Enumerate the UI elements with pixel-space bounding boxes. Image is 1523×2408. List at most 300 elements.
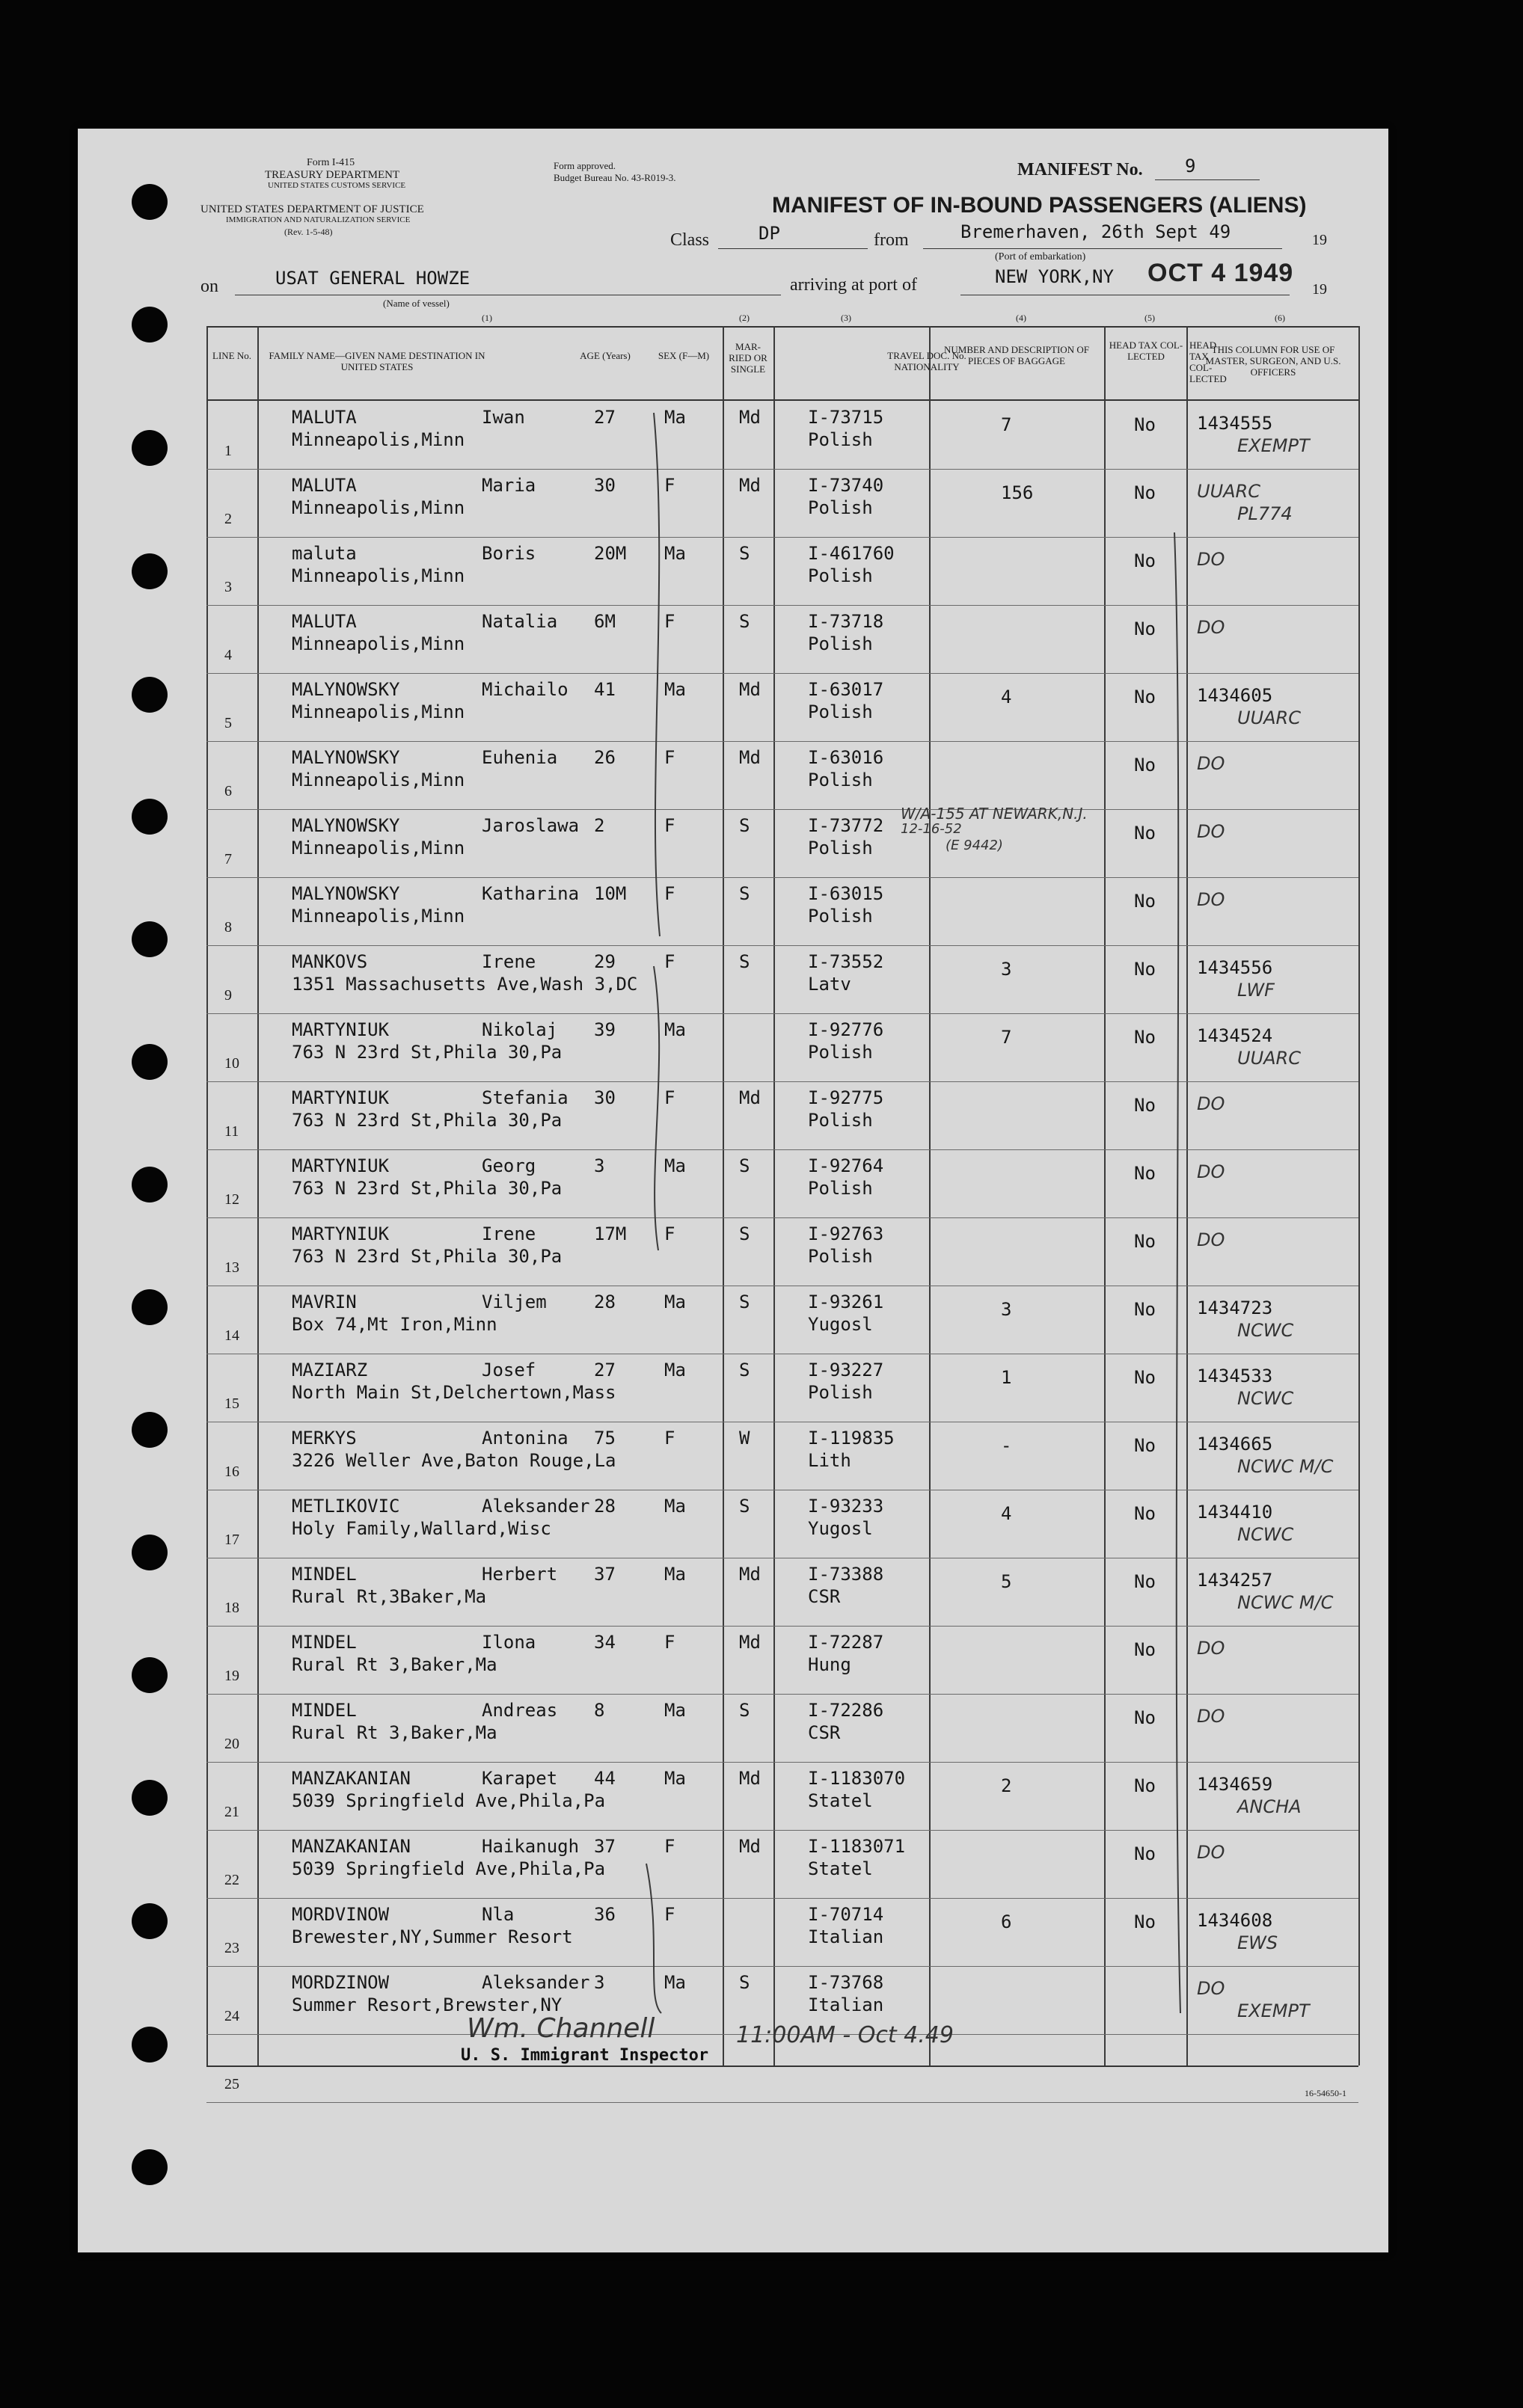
cell-bag: 3 bbox=[1001, 959, 1012, 980]
cell-sex: F bbox=[664, 1836, 675, 1857]
line-number: 21 bbox=[224, 1804, 239, 1820]
cell-off1: 1434524 bbox=[1197, 1025, 1273, 1046]
cell-doc: I-73388 bbox=[808, 1564, 884, 1585]
cell-doc: I-119835 bbox=[808, 1428, 895, 1449]
cell-tax: No bbox=[1134, 891, 1156, 912]
cell-dest: Minneapolis,Minn bbox=[292, 770, 465, 790]
cell-off2: LWF bbox=[1237, 980, 1275, 1001]
binder-hole bbox=[132, 553, 168, 589]
cell-nat: Polish bbox=[808, 1110, 873, 1131]
cell-age: 26 bbox=[594, 747, 616, 768]
cell-bag: 5 bbox=[1001, 1571, 1012, 1592]
cell-tax: No bbox=[1134, 1435, 1156, 1456]
line-number: 14 bbox=[224, 1327, 239, 1344]
cell-family: MINDEL bbox=[292, 1564, 357, 1585]
cell-age: 28 bbox=[594, 1291, 616, 1312]
cell-tax: No bbox=[1134, 1571, 1156, 1592]
cell-off2: UUARC bbox=[1237, 707, 1301, 728]
cell-tax: No bbox=[1134, 1231, 1156, 1252]
cell-dest: 763 N 23rd St,Phila 30,Pa bbox=[292, 1246, 563, 1267]
line-number: 23 bbox=[224, 1940, 239, 1956]
line-number: 6 bbox=[224, 783, 232, 799]
cell-ms: Md bbox=[739, 407, 761, 428]
year-suffix-2: 19 bbox=[1312, 281, 1327, 298]
cell-dest: Box 74,Mt Iron,Minn bbox=[292, 1314, 497, 1335]
line-number: 11 bbox=[224, 1123, 239, 1140]
cell-doc: I-93227 bbox=[808, 1360, 884, 1380]
line-number: 8 bbox=[224, 919, 232, 936]
arrival-date-stamp: OCT 4 1949 bbox=[1147, 259, 1294, 287]
cell-family: MALYNOWSKY bbox=[292, 747, 400, 768]
cell-doc: I-73768 bbox=[808, 1972, 884, 1993]
cell-sex: Ma bbox=[664, 1768, 686, 1789]
cell-nat: Polish bbox=[808, 1246, 873, 1267]
cell-doc: I-73718 bbox=[808, 611, 884, 632]
cell-sex: F bbox=[664, 475, 675, 496]
cell-bag: 1 bbox=[1001, 1367, 1012, 1388]
cell-off1: 1434555 bbox=[1197, 413, 1273, 434]
binder-hole bbox=[132, 2027, 168, 2063]
cell-given: Irene bbox=[482, 1223, 536, 1244]
cell-nat: Polish bbox=[808, 838, 873, 859]
cell-sex: Ma bbox=[664, 1360, 686, 1380]
cell-given: Aleksander bbox=[482, 1496, 590, 1517]
warrant-date: 12-16-52 bbox=[901, 821, 962, 837]
cell-off2: NCWC M/C bbox=[1237, 1456, 1334, 1477]
binder-hole bbox=[132, 307, 168, 343]
cell-ms: Md bbox=[739, 1087, 761, 1108]
form-approved: Form approved. bbox=[554, 160, 616, 171]
warrant-note: W/A-155 AT NEWARK,N.J. bbox=[901, 805, 1088, 823]
cell-nat: Italian bbox=[808, 1926, 884, 1947]
cell-nat: Polish bbox=[808, 1042, 873, 1063]
cell-off1: 1434556 bbox=[1197, 957, 1273, 978]
cell-dest: 763 N 23rd St,Phila 30,Pa bbox=[292, 1178, 563, 1199]
cell-ms: S bbox=[739, 611, 750, 632]
cell-dest: 1351 Massachusetts Ave,Wash 3,DC bbox=[292, 974, 638, 995]
cell-sex: Ma bbox=[664, 407, 686, 428]
binder-hole bbox=[132, 1903, 168, 1939]
cell-dest: 3226 Weller Ave,Baton Rouge,La bbox=[292, 1450, 616, 1471]
cell-tax: No bbox=[1134, 1707, 1156, 1728]
cell-given: Nla bbox=[482, 1904, 515, 1925]
cell-tax: No bbox=[1134, 1911, 1156, 1932]
cell-doc: I-73715 bbox=[808, 407, 884, 428]
cell-nat: Yugosl bbox=[808, 1314, 873, 1335]
cell-family: MAZIARZ bbox=[292, 1360, 368, 1380]
cell-nat: Italian bbox=[808, 1994, 884, 2015]
cell-ms: Md bbox=[739, 1632, 761, 1653]
cell-tax: No bbox=[1134, 1639, 1156, 1660]
cell-family: MERKYS bbox=[292, 1428, 357, 1449]
cell-dest: Minneapolis,Minn bbox=[292, 633, 465, 654]
col-head-baggage: NUMBER AND DESCRIPTION OF PIECES OF BAGGAGE bbox=[944, 344, 1089, 366]
cell-nat: Polish bbox=[808, 497, 873, 518]
cell-doc: I-93261 bbox=[808, 1291, 884, 1312]
cell-off1: DO bbox=[1197, 549, 1225, 570]
ins-service: IMMIGRATION AND NATURALIZATION SERVICE bbox=[226, 215, 411, 224]
from-label: from bbox=[874, 230, 909, 250]
cell-family: MARTYNIUK bbox=[292, 1087, 390, 1108]
cell-sex: Ma bbox=[664, 1700, 686, 1721]
cell-family: MINDEL bbox=[292, 1632, 357, 1653]
line-number: 17 bbox=[224, 1532, 239, 1548]
cell-doc: I-73772 bbox=[808, 815, 884, 836]
cell-ms: S bbox=[739, 1223, 750, 1244]
cell-given: Aleksander bbox=[482, 1972, 590, 1993]
cell-sex: Ma bbox=[664, 679, 686, 700]
cell-tax: No bbox=[1134, 414, 1156, 435]
cell-age: 27 bbox=[594, 407, 616, 428]
cell-sex: F bbox=[664, 1632, 675, 1653]
cell-tax: No bbox=[1134, 687, 1156, 707]
cell-dest: Minneapolis,Minn bbox=[292, 565, 465, 586]
cell-sex: Ma bbox=[664, 1155, 686, 1176]
cell-family: MANZAKANIAN bbox=[292, 1836, 411, 1857]
cell-off2: EWS bbox=[1237, 1932, 1278, 1953]
cell-given: Antonina bbox=[482, 1428, 569, 1449]
cell-doc: I-461760 bbox=[808, 543, 895, 564]
binder-hole bbox=[132, 1044, 168, 1080]
cell-off2: PL774 bbox=[1237, 503, 1293, 524]
cell-family: MANKOVS bbox=[292, 951, 368, 972]
cell-dest: 5039 Springfield Ave,Phila,Pa bbox=[292, 1790, 606, 1811]
line-number: 3 bbox=[224, 579, 232, 595]
cell-off2: UUARC bbox=[1237, 1048, 1301, 1069]
year-suffix-1: 19 bbox=[1312, 232, 1327, 248]
cell-dest: Rural Rt 3,Baker,Ma bbox=[292, 1722, 497, 1743]
cell-tax: No bbox=[1134, 1095, 1156, 1116]
cell-doc: I-72287 bbox=[808, 1632, 884, 1653]
cell-dest: Rural Rt 3,Baker,Ma bbox=[292, 1654, 497, 1675]
cell-nat: Polish bbox=[808, 701, 873, 722]
col-num-6: (6) bbox=[1275, 313, 1285, 323]
cell-age: 36 bbox=[594, 1904, 616, 1925]
cell-doc: I-73740 bbox=[808, 475, 884, 496]
cell-nat: Statel bbox=[808, 1858, 873, 1879]
line-number: 20 bbox=[224, 1736, 239, 1752]
cell-ms: Md bbox=[739, 1836, 761, 1857]
cell-ms: S bbox=[739, 1291, 750, 1312]
cell-off2: NCWC M/C bbox=[1237, 1592, 1334, 1613]
cell-given: Karapet bbox=[482, 1768, 558, 1789]
vessel-name: USAT GENERAL HOWZE bbox=[275, 268, 471, 289]
line-number: 24 bbox=[224, 2008, 239, 2024]
cell-family: MARTYNIUK bbox=[292, 1019, 390, 1040]
cell-ms: S bbox=[739, 1155, 750, 1176]
cell-bag: 2 bbox=[1001, 1775, 1012, 1796]
cell-given: Irene bbox=[482, 951, 536, 972]
cell-off1: 1434410 bbox=[1197, 1502, 1273, 1523]
cell-given: Haikanugh bbox=[482, 1836, 580, 1857]
cell-given: Josef bbox=[482, 1360, 536, 1380]
line-number: 2 bbox=[224, 511, 232, 527]
cell-off1: DO bbox=[1197, 1638, 1225, 1659]
cell-nat: CSR bbox=[808, 1722, 841, 1743]
col-head-officers: THIS COLUMN FOR USE OF MASTER, SURGEON, AND U.S. OFFICERS bbox=[1205, 344, 1341, 378]
cell-tax: No bbox=[1134, 1775, 1156, 1796]
cell-bag: 4 bbox=[1001, 687, 1012, 707]
manifest-no-label: MANIFEST No. bbox=[1017, 160, 1143, 179]
cell-family: MALUTA bbox=[292, 407, 357, 428]
cell-ms: S bbox=[739, 543, 750, 564]
cell-tax: No bbox=[1134, 1503, 1156, 1524]
cell-sex: F bbox=[664, 1223, 675, 1244]
cell-off1: DO bbox=[1197, 1706, 1225, 1727]
cell-bag: 7 bbox=[1001, 414, 1012, 435]
cell-sex: F bbox=[664, 1087, 675, 1108]
col-num-5: (5) bbox=[1144, 313, 1155, 323]
cell-ms: S bbox=[739, 1360, 750, 1380]
cell-age: 3 bbox=[594, 1972, 605, 1993]
cell-age: 29 bbox=[594, 951, 616, 972]
cell-given: Herbert bbox=[482, 1564, 558, 1585]
justice-dept: UNITED STATES DEPARTMENT OF JUSTICE bbox=[200, 203, 424, 215]
cell-age: 37 bbox=[594, 1836, 616, 1857]
cell-doc: I-92764 bbox=[808, 1155, 884, 1176]
line-number: 19 bbox=[224, 1668, 239, 1684]
cell-family: MORDVINOW bbox=[292, 1904, 390, 1925]
cell-doc: I-72286 bbox=[808, 1700, 884, 1721]
cell-age: 17M bbox=[594, 1223, 627, 1244]
budget-bureau: Budget Bureau No. 43-R019-3. bbox=[554, 172, 676, 183]
footer-code: 16-54650-1 bbox=[1305, 2088, 1346, 2098]
cell-dest: 5039 Springfield Ave,Phila,Pa bbox=[292, 1858, 606, 1879]
cell-dest: Minneapolis,Minn bbox=[292, 906, 465, 927]
cell-nat: Statel bbox=[808, 1790, 873, 1811]
on-label: on bbox=[200, 277, 218, 296]
line-number: 1 bbox=[224, 443, 232, 459]
col-num-2: (2) bbox=[739, 313, 750, 323]
cell-tax: No bbox=[1134, 755, 1156, 775]
col-num-1: (1) bbox=[482, 313, 492, 323]
cell-off1: DO bbox=[1197, 1161, 1225, 1182]
cell-doc: I-1183070 bbox=[808, 1768, 906, 1789]
binder-hole bbox=[132, 2149, 168, 2185]
cell-tax: No bbox=[1134, 618, 1156, 639]
cell-dest: Minneapolis,Minn bbox=[292, 701, 465, 722]
revision: (Rev. 1-5-48) bbox=[284, 227, 333, 237]
cell-dest: Brewester,NY,Summer Resort bbox=[292, 1926, 573, 1947]
form-number: Form I-415 bbox=[307, 157, 355, 168]
cell-nat: Polish bbox=[808, 770, 873, 790]
cell-bag: 3 bbox=[1001, 1299, 1012, 1320]
cell-nat: Yugosl bbox=[808, 1518, 873, 1539]
cell-doc: I-63015 bbox=[808, 883, 884, 904]
cell-sex: Ma bbox=[664, 1972, 686, 1993]
cell-age: 3 bbox=[594, 1155, 605, 1176]
cell-dest: 763 N 23rd St,Phila 30,Pa bbox=[292, 1042, 563, 1063]
cell-doc: I-92776 bbox=[808, 1019, 884, 1040]
cell-ms: Md bbox=[739, 1768, 761, 1789]
cell-dest: Summer Resort,Brewster,NY bbox=[292, 1994, 563, 2015]
cell-bag: 7 bbox=[1001, 1027, 1012, 1048]
cell-off1: DO bbox=[1197, 753, 1225, 774]
cell-nat: CSR bbox=[808, 1586, 841, 1607]
col-head-married: MAR-RIED OR SINGLE bbox=[729, 341, 767, 375]
cell-doc: I-70714 bbox=[808, 1904, 884, 1925]
cell-nat: Latv bbox=[808, 974, 851, 995]
cell-doc: I-93233 bbox=[808, 1496, 884, 1517]
col-head-line: LINE No. bbox=[212, 350, 251, 361]
cell-given: Natalia bbox=[482, 611, 558, 632]
cell-sex: F bbox=[664, 1904, 675, 1925]
cell-tax: No bbox=[1134, 1299, 1156, 1320]
cell-nat: Polish bbox=[808, 565, 873, 586]
cell-tax: No bbox=[1134, 550, 1156, 571]
col-head-headtax-text: HEAD TAX COL-LECTED bbox=[1109, 340, 1183, 362]
cell-dest: Minneapolis,Minn bbox=[292, 838, 465, 859]
cell-age: 34 bbox=[594, 1632, 616, 1653]
line-number: 15 bbox=[224, 1395, 239, 1412]
customs-service: UNITED STATES CUSTOMS SERVICE bbox=[268, 181, 406, 190]
cell-dest: Holy Family,Wallard,Wisc bbox=[292, 1518, 551, 1539]
cell-off2: EXEMPT bbox=[1237, 2000, 1310, 2021]
cell-ms: S bbox=[739, 1496, 750, 1517]
cell-dest: North Main St,Delchertown,Mass bbox=[292, 1382, 616, 1403]
cell-doc: I-63017 bbox=[808, 679, 884, 700]
cell-given: Jaroslawa bbox=[482, 815, 580, 836]
class-value: DP bbox=[759, 223, 780, 244]
binder-hole bbox=[132, 184, 168, 220]
cell-family: MALYNOWSKY bbox=[292, 679, 400, 700]
pencil-marks bbox=[78, 129, 1388, 2252]
cell-doc: I-1183071 bbox=[808, 1836, 906, 1857]
from-value: Bremerhaven, 26th Sept 49 bbox=[960, 221, 1231, 242]
cell-age: 75 bbox=[594, 1428, 616, 1449]
cell-nat: Polish bbox=[808, 1382, 873, 1403]
cell-family: MINDEL bbox=[292, 1700, 357, 1721]
cell-given: Boris bbox=[482, 543, 536, 564]
cell-ms: W bbox=[739, 1428, 750, 1449]
cell-bag: 6 bbox=[1001, 1911, 1012, 1932]
cell-nat: Polish bbox=[808, 429, 873, 450]
arrival-port: NEW YORK,NY bbox=[995, 266, 1114, 287]
cell-age: 28 bbox=[594, 1496, 616, 1517]
cell-sex: Ma bbox=[664, 1019, 686, 1040]
cell-sex: F bbox=[664, 815, 675, 836]
arriving-label: arriving at port of bbox=[790, 275, 917, 295]
cell-sex: Ma bbox=[664, 1291, 686, 1312]
col-head-age: AGE (Years) bbox=[580, 350, 631, 361]
inspector-signature: Wm. Channell bbox=[467, 2013, 655, 2044]
cell-off1: DO bbox=[1197, 1978, 1225, 1999]
cell-off1: DO bbox=[1197, 1093, 1225, 1114]
cell-off1: DO bbox=[1197, 617, 1225, 638]
cell-sex: Ma bbox=[664, 543, 686, 564]
cell-nat: Polish bbox=[808, 633, 873, 654]
cell-given: Maria bbox=[482, 475, 536, 496]
cell-tax: No bbox=[1134, 482, 1156, 503]
class-label: Class bbox=[670, 230, 710, 250]
cell-bag: 156 bbox=[1001, 482, 1034, 503]
cell-sex: F bbox=[664, 747, 675, 768]
cell-ms: S bbox=[739, 1700, 750, 1721]
binder-hole bbox=[132, 1167, 168, 1203]
cell-off1: 1434659 bbox=[1197, 1774, 1273, 1795]
line-number: 7 bbox=[224, 851, 232, 867]
binder-hole bbox=[132, 430, 168, 466]
cell-ms: S bbox=[739, 951, 750, 972]
cell-doc: I-63016 bbox=[808, 747, 884, 768]
col-head-sex: SEX (F—M) bbox=[658, 350, 710, 361]
line-number: 9 bbox=[224, 987, 232, 1004]
cell-tax: No bbox=[1134, 1163, 1156, 1184]
binder-hole bbox=[132, 799, 168, 835]
cell-sex: F bbox=[664, 883, 675, 904]
cell-family: MALYNOWSKY bbox=[292, 815, 400, 836]
cell-age: 30 bbox=[594, 1087, 616, 1108]
cell-sex: F bbox=[664, 1428, 675, 1449]
binder-hole bbox=[132, 1412, 168, 1448]
line-number: 25 bbox=[224, 2076, 239, 2092]
cell-nat: Hung bbox=[808, 1654, 851, 1675]
cell-dest: Minneapolis,Minn bbox=[292, 497, 465, 518]
manifest-title: MANIFEST OF IN-BOUND PASSENGERS (ALIENS) bbox=[772, 193, 1307, 218]
cell-ms: S bbox=[739, 883, 750, 904]
line-number: 13 bbox=[224, 1259, 239, 1276]
manifest-page: Form I-415 TREASURY DEPARTMENT UNITED STATES CUSTOMS SERVICE UNITED STATES DEPARTMENT OF JUSTICE IMMIGRATION AND NATURALIZATION SERVICE (Rev. 1-5-48) Form approved. Budget Bureau No. 43-R019-3. MANIFEST No. 9 MANIFEST OF IN-BOUND PASSENGERS (ALIENS) Class DP from Bremerhaven, 26th Sept 49 19 (Port of embarkation) on USAT GENERAL HOWZE (Name of vessel) arriving at port of NEW YORK,NY OCT 4 1949 19 (1) (2) (3) (4) (5) (6) LINE No. FAMILY NAME—GIVEN NAME DESTINATION IN UNITED STATES AGE (Years) SEX (F—M) MAR-RIED OR SINGLE TRAVEL DOC. No. NATIONALITY NUMBER AND DESCRIPTION OF PIECES OF BAGGAGE HEAD TAX COL-LECTED HEAD TAX COL-LECTED THIS COLUMN FOR USE OF MASTER, SURGEON, AND U.S. OFFICERS 1 MALUTA Iwan Minneapolis,Minn 27 Ma Md I-73715 Polish 7 No 1434555 EXEMPT 2 MALUTA Maria Minneapolis,Minn 30 F Md I-73740 Polish 156 No UUARC PL774 3 maluta Boris Minneapolis,Minn 20M Ma S I-461760 Polish No DO 4 MALUTA Natalia Minneapolis,Minn 6M F S I-73718 Polish No DO 5 MALYNOWSKY Michailo Minneapolis,Minn 41 Ma Md I-63017 Polish 4 No 1434605 UUARC 6 MALYNOWSKY Euhenia Minneapolis,Minn 26 F Md I-63016 Polish No DO 7 MALYNOWSKY Jaroslawa Minneapolis,Minn 2 F S I-73772 Polish No DO 8 MALYNOWSKY Katharina Minneapolis,Minn 10M F S I-63015 Polish No DO 9 MANKOVS Irene 1351 Massachusetts Ave,Wash 3,DC 29 F S I-73552 Latv 3 No 1434556 LWF 10 MARTYNIUK Nikolaj 763 N 23rd St,Phila 30,Pa 39 Ma I-92776 Polish 7 No 1434524 UUARC 11 MARTYNIUK Stefania 763 N 23rd St,Phila 30,Pa 30 F Md I-92775 Polish No DO 12 MARTYNIUK Georg 763 N 23rd St,Phila 30,Pa 3 Ma S I-92764 Polish No DO 13 MARTYNIUK Irene 763 N 23rd St,Phila 30,Pa 17M F S I-92763 Polish No DO 14 MAVRIN Viljem Box 74,Mt Iron,Minn 28 Ma S I-93261 Yugosl 3 No 1434723 NCWC 15 MAZIARZ Josef North Main St,Delchertown,Mass 27 Ma S I-93227 Polish 1 No 1434533 NCWC 16 MERKYS Antonina 3226 Weller Ave,Baton Rouge,La 75 F W I-119835 Lith - No 1434665 NCWC M/C 17 METLIKOVIC Aleksander Holy Family,Wallard,Wisc 28 Ma S I-93233 Yugosl 4 No 1434410 NCWC 18 MINDEL Herbert Rural Rt,3Baker,Ma 37 Ma Md I-73388 CSR 5 No 1434257 NCWC M/C 19 MINDEL Ilona Rural Rt 3,Baker,Ma 34 F Md I-72287 Hung No DO 20 MINDEL Andreas Rural Rt 3,Baker,Ma 8 Ma S I-72286 CSR No DO 21 MANZAKANIAN Karapet 5039 Springfield Ave,Phila,Pa 44 Ma Md I-1183070 Statel 2 No 1434659 ANCHA 22 MANZAKANIAN Haikanugh 5039 Springfield Ave,Phila,Pa 37 F Md I-1183071 Statel No DO 23 MORDVINOW Nla Brewester,NY,Summer Resort 36 F I-70714 Italian 6 No 1434608 EWS 24 MORDZINOW Aleksander Summer Resort,Brewster,NY 3 Ma S I-73768 Italian DO EXEMPT 25 W/A-155 AT NEWARK,N.J. 12-16-52 (E 9442) Wm. Channell 11:00AM - Oct 4.49 U. S. Immigrant Inspector 16-54650-1 bbox=[78, 129, 1388, 2252]
cell-off1: UUARC bbox=[1197, 481, 1260, 502]
cell-family: MAVRIN bbox=[292, 1291, 357, 1312]
cell-off1: DO bbox=[1197, 1229, 1225, 1250]
cell-age: 6M bbox=[594, 611, 616, 632]
inspector-title: U. S. Immigrant Inspector bbox=[461, 2046, 709, 2065]
treasury-dept: TREASURY DEPARTMENT bbox=[265, 169, 400, 181]
cell-given: Iwan bbox=[482, 407, 525, 428]
line-number: 12 bbox=[224, 1191, 239, 1208]
binder-hole bbox=[132, 1780, 168, 1816]
cell-ms: Md bbox=[739, 679, 761, 700]
cell-family: MARTYNIUK bbox=[292, 1155, 390, 1176]
cell-off1: 1434665 bbox=[1197, 1434, 1273, 1455]
cell-given: Euhenia bbox=[482, 747, 558, 768]
cell-off2: NCWC bbox=[1237, 1388, 1294, 1409]
cell-age: 2 bbox=[594, 815, 605, 836]
cell-family: METLIKOVIC bbox=[292, 1496, 400, 1517]
binder-hole bbox=[132, 1535, 168, 1570]
line-number: 18 bbox=[224, 1600, 239, 1616]
cell-doc: I-92775 bbox=[808, 1087, 884, 1108]
line-number: 16 bbox=[224, 1463, 239, 1480]
cell-off1: 1434723 bbox=[1197, 1297, 1273, 1318]
cell-sex: F bbox=[664, 951, 675, 972]
line-number: 22 bbox=[224, 1872, 239, 1888]
cell-tax: No bbox=[1134, 1367, 1156, 1388]
cell-tax: No bbox=[1134, 1027, 1156, 1048]
cell-sex: Ma bbox=[664, 1564, 686, 1585]
cell-family: MANZAKANIAN bbox=[292, 1768, 411, 1789]
cell-age: 8 bbox=[594, 1700, 605, 1721]
binder-hole bbox=[132, 1289, 168, 1325]
cell-off1: 1434608 bbox=[1197, 1910, 1273, 1931]
cell-off2: ANCHA bbox=[1237, 1796, 1302, 1817]
binder-hole bbox=[132, 921, 168, 957]
cell-family: MALYNOWSKY bbox=[292, 883, 400, 904]
cell-dest: Minneapolis,Minn bbox=[292, 429, 465, 450]
cell-given: Michailo bbox=[482, 679, 569, 700]
cell-given: Katharina bbox=[482, 883, 580, 904]
cell-family: MARTYNIUK bbox=[292, 1223, 390, 1244]
cell-off1: DO bbox=[1197, 1842, 1225, 1863]
cell-age: 20M bbox=[594, 543, 627, 564]
col-num-4: (4) bbox=[1016, 313, 1026, 323]
cell-ms: Md bbox=[739, 747, 761, 768]
cell-age: 39 bbox=[594, 1019, 616, 1040]
cell-age: 30 bbox=[594, 475, 616, 496]
cell-age: 41 bbox=[594, 679, 616, 700]
vessel-note: (Name of vessel) bbox=[383, 298, 450, 309]
